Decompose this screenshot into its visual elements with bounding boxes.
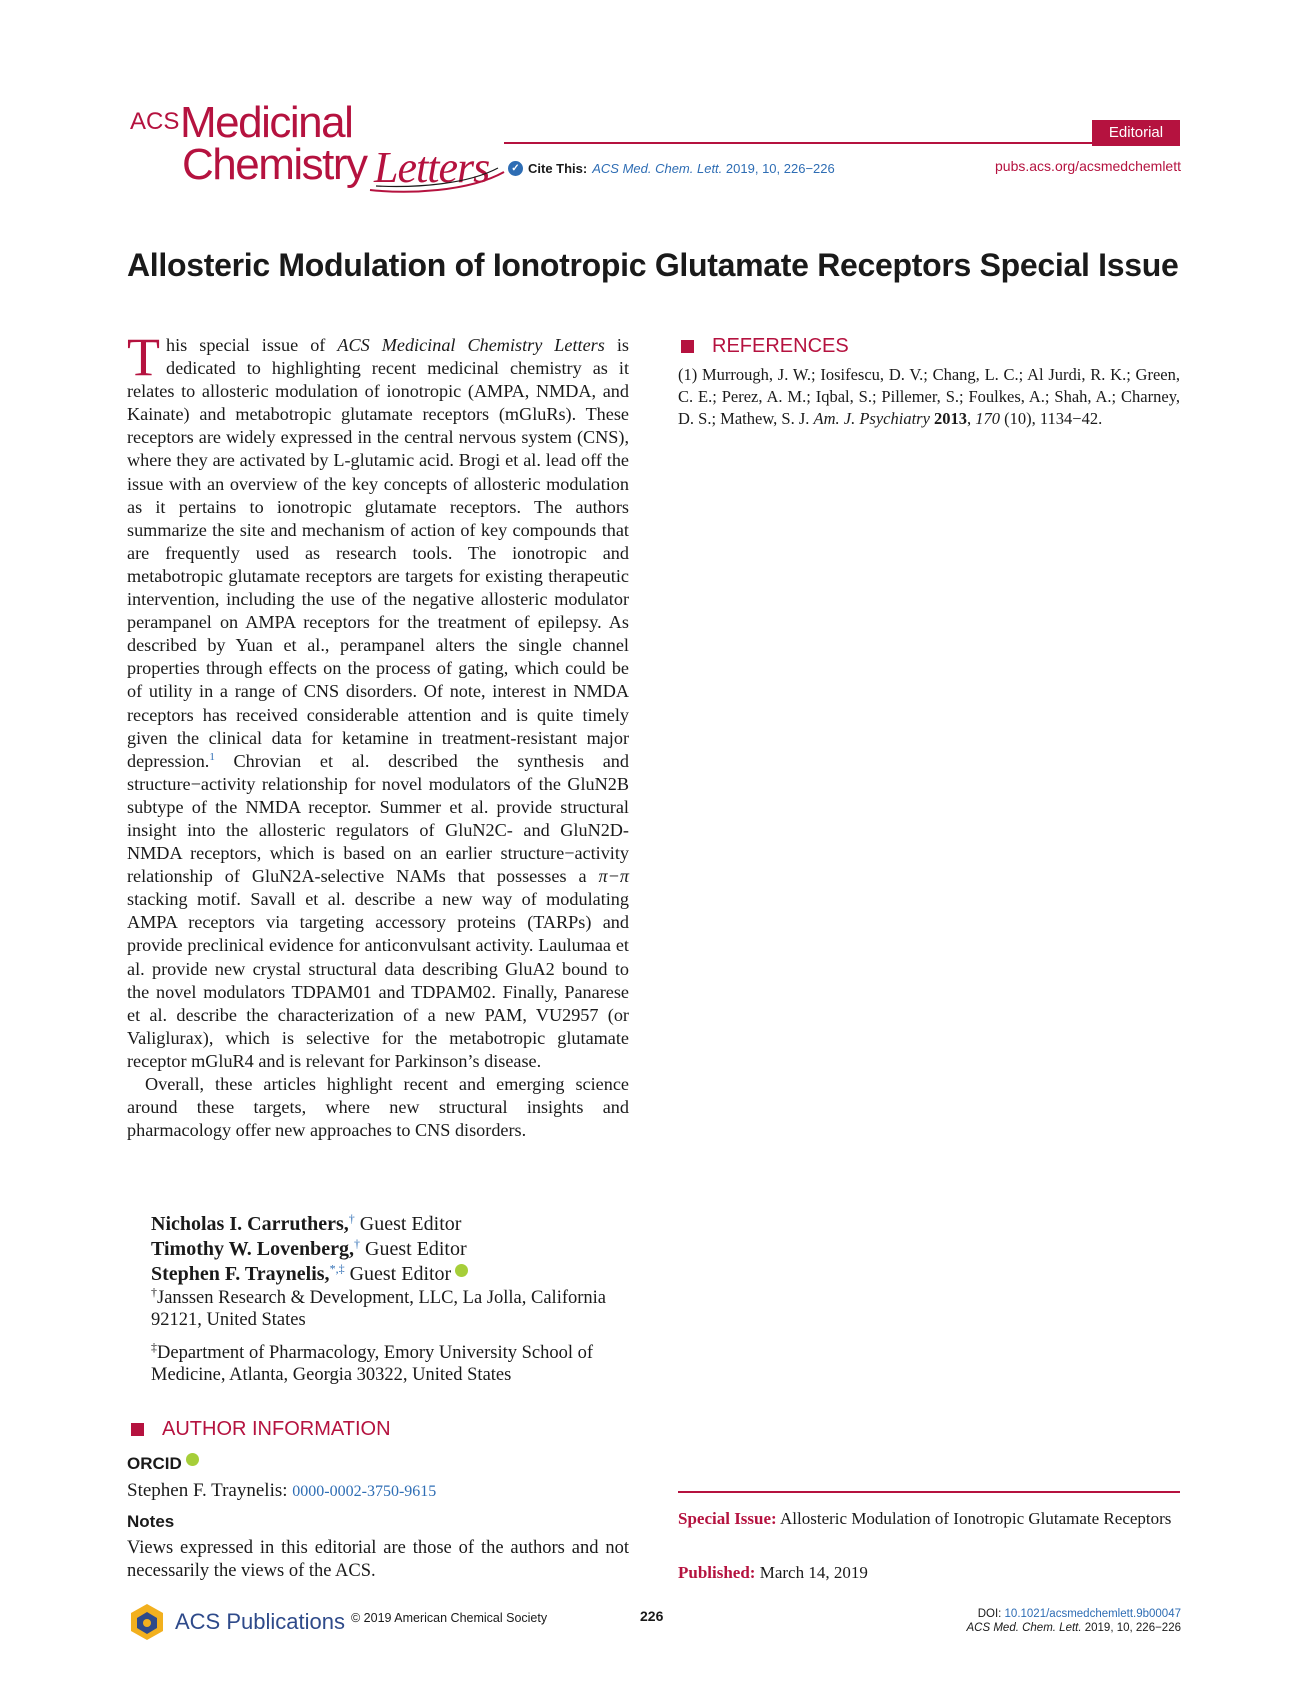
dropcap: T (127, 327, 160, 387)
square-bullet-icon (131, 1423, 144, 1436)
reference-1: (1) Murrough, J. W.; Iosifescu, D. V.; Chang, L. C.; Al Jurdi, R. K.; Green, C. E.; Perez, A. M.; Iqbal, S.; Pillemer, S.; Foulkes, A.; Shah, A.; Charney, D. S.; Mathew, S. J. Am. J. Psychiatry 2013, 170 (10), 1134−42. (678, 365, 1180, 428)
editor-1: Nicholas I. Carruthers,† Guest Editor (151, 1211, 462, 1235)
special-issue-rule (678, 1491, 1180, 1493)
acs-hexagon-icon (127, 1602, 167, 1642)
article-type-badge: Editorial (1092, 120, 1180, 146)
cite-label: Cite This: (528, 161, 588, 176)
logo-letters: Letters (374, 143, 490, 192)
paragraph-2: Overall, these articles highlight recent and emerging science around these targets, where new structural insights and pharmacology offer new approaches to CNS disorders. (127, 1074, 629, 1141)
cite-this[interactable] (508, 161, 835, 176)
affil-link[interactable]: † (354, 1236, 360, 1251)
orcid-line: Stephen F. Traynelis: 0000-0002-3750-9615 (127, 1480, 437, 1501)
notes-heading: Notes (127, 1512, 175, 1531)
logo-medicinal: Medicinal (180, 98, 353, 147)
logo-acs: ACS (130, 108, 180, 135)
affil-link[interactable]: † (348, 1211, 355, 1226)
editor-3: Stephen F. Traynelis,*,‡ Guest Editor (151, 1262, 631, 1287)
published-date: Published: March 14, 2019 (678, 1563, 868, 1582)
paragraph-1: This special issue of ACS Medicinal Chemistry Letters is dedicated to highlighting recent medicinal chemistry as it relates to allosteric modulation of ionotropic (AMPA, NMDA, and Kainate) and metabotropic glutamate receptors (mGluRs). These receptors are widely expressed in the central nervous system (CNS), where they are activated by L-glutamic acid. Brogi et al. lead off the issue with an overview of the key concepts of allosteric modulation as it pertains to ionotropic glutamate receptors. The authors summarize the site and mechanism of action of key compounds that are frequently used as research tools. The ionotropic and metabotropic glutamate receptors are targets for existing therapeutic intervention, including the use of the negative allosteric modulator perampanel on AMPA receptors for the treatment of epilepsy. As described by Yuan et al., perampanel alters the single channel properties through effects on the process of gating, which could be of utility in a range of CNS disorders. Of note, interest in NMDA receptors has received considerable attention and is quite timely given the clinical data for ketamine in treatment-resistant major depression.$^1$ Chrovian et al. described the synthesis and structure−activity relationship for novel modulators of the GluN2B subtype of the NMDA receptor. Summer et al. provide structural insight into the allosteric regulators of GluN2C- and GluN2D-NMDA receptors, which is based on an earlier structure−activity relationship of GluN2A-selective NAMs that possesses a π−π stacking motif. Savall et al. describe a new way of modulating AMPA receptors via targeting accessory proteins (TARPs) and provide preclinical evidence for anticonvulsant activity. Laulumaa et al. provide new crystal structural data describing GluA2 bound to the novel modulators TDPAM01 and TDPAM02. Finally, Panarese et al. describe the characterization of a new PAM, VU2957 (or Valiglurax), which is selective for the metabotropic glutamate receptor mGluR4 and is relevant for Parkinson’s disease. (127, 327, 629, 1071)
orcid-icon[interactable] (455, 1264, 468, 1277)
affiliation-1: †Janssen Research & Development, LLC, La Jolla, California 92121, United States (151, 1284, 607, 1330)
square-bullet-icon (681, 340, 694, 353)
logo-swoosh-icon (368, 164, 508, 194)
article-title: Allosteric Modulation of Ionotropic Glutamate Receptors Special Issue (127, 247, 1179, 283)
special-issue: Special Issue: Allosteric Modulation of Ionotropic Glutamate Receptors (678, 1509, 1172, 1528)
ref-link-1[interactable]: 1 (209, 750, 215, 763)
journal-name: ACS Medicinal Chemistry Letters (337, 335, 605, 355)
notes-text: Views expressed in this editorial are those of the authors and not necessarily the views of the ACS. (127, 1538, 629, 1581)
doi-block: DOI: 10.1021/acsmedchemlett.9b00047 ACS Med. Chem. Lett. 2019, 10, 226−226 (966, 1608, 1181, 1634)
orcid-heading: ORCID (127, 1453, 199, 1474)
acs-publications-logo[interactable]: ACS Publications (127, 1602, 345, 1642)
journal-logo (128, 100, 508, 200)
copyright: © 2019 American Chemical Society (351, 1611, 548, 1625)
header-rule (504, 142, 1180, 144)
logo-chemistry: Chemistry (182, 140, 367, 189)
cite-value[interactable]: ACS Med. Chem. Lett. 2019, 10, 226−226 (592, 161, 835, 176)
affil-link[interactable]: *,‡ (329, 1261, 345, 1276)
editor-2: Timothy W. Lovenberg,† Guest Editor (151, 1236, 467, 1260)
affiliation-2: ‡Department of Pharmacology, Emory University School of Medicine, Atlanta, Georgia 30322, United States (151, 1339, 594, 1385)
references-heading: REFERENCES (681, 335, 849, 358)
author-info-heading: AUTHOR INFORMATION (131, 1418, 391, 1441)
journal-url-link[interactable]: pubs.acs.org/acsmedchemlett (995, 158, 1181, 174)
body-text (127, 327, 629, 1142)
orcid-id-link[interactable]: 0000-0002-3750-9615 (292, 1483, 437, 1500)
doi-link[interactable]: 10.1021/acsmedchemlett.9b00047 (1004, 1608, 1181, 1620)
page-number: 226 (640, 1608, 664, 1624)
orcid-icon (186, 1453, 199, 1466)
check-icon: ✓ (508, 161, 523, 176)
editor-list (151, 1212, 631, 1287)
